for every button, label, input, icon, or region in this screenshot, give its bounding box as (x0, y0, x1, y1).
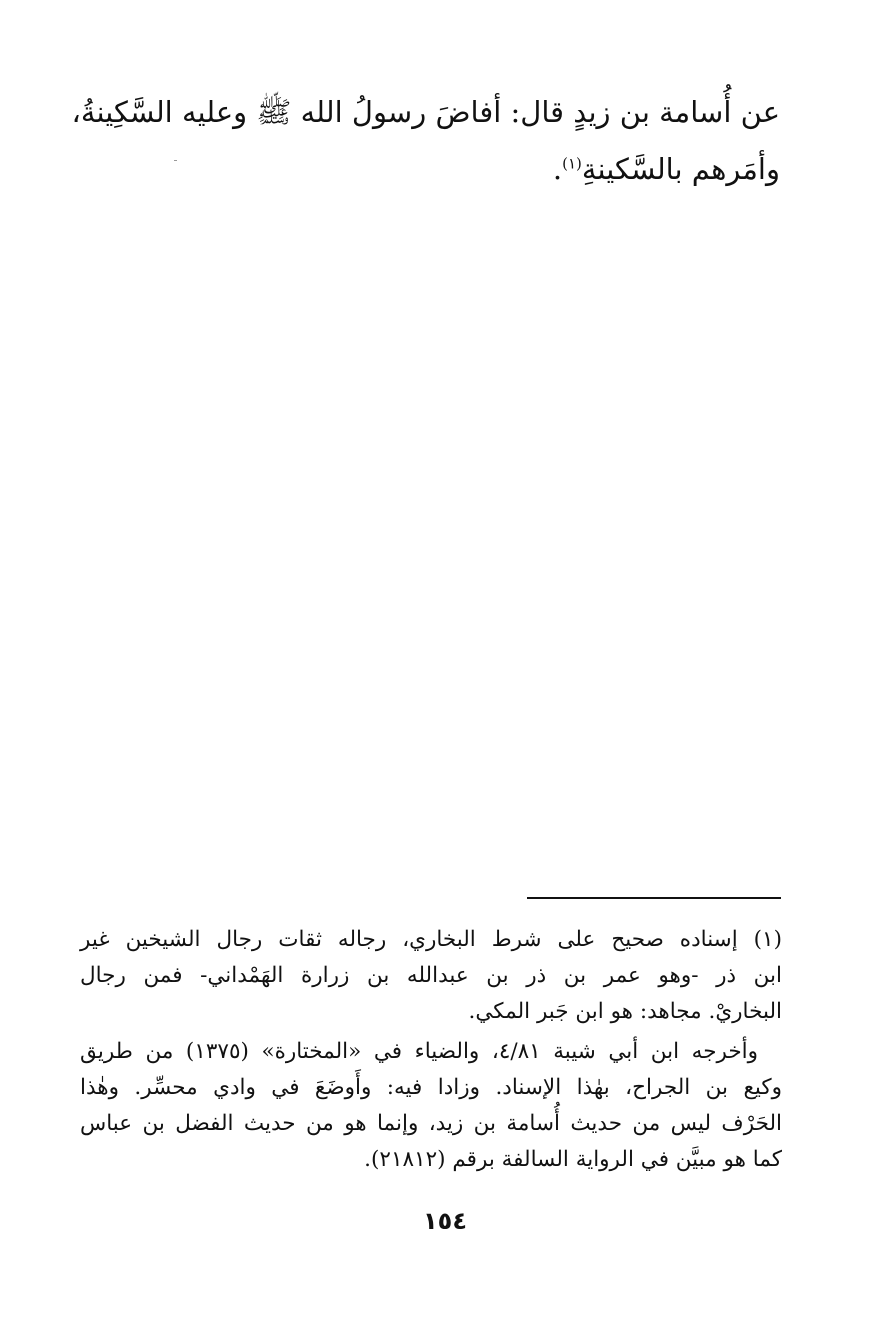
hadith-line-1: عن أُسامة بن زيدٍ قال: أفاضَ رسولُ الله ﷺ وعليه السَّكِينةُ، (71, 95, 780, 129)
hadith-line-2-text: وأمَرهم بالسَّكينةِ (581, 152, 780, 186)
footnote-line: البخاريْ. مجاهد: هو ابن جَبر المكي. (468, 999, 782, 1024)
scan-speck (174, 160, 177, 161)
footnote-line: وأخرجه ابن أبي شيبة ٤/٨١، والضياء في «المختارة» (١٣٧٥) من طريق (80, 1039, 758, 1064)
hadith-line-2-end: . (552, 152, 563, 186)
footnote-line: وكيع بن الجراح، بهٰذا الإسناد. وزادا فيه: وأَوضَعَ في وادي محسِّر. وهٰذا (80, 1075, 782, 1100)
footnote-reference[interactable]: (١) (562, 154, 582, 173)
page-number: ١٥٤ (423, 1207, 467, 1235)
footnote-line: كما هو مبيَّن في الرواية السالفة برقم (٢١٨١٢). (364, 1147, 782, 1172)
footnote-1-para-1 (80, 922, 782, 1030)
footnote-line: الحَرْف ليس من حديث أُسامة بن زيد، وإنما هو من حديث الفضل بن عباس (80, 1111, 782, 1136)
footnote-line: (١) إسناده صحيح على شرط البخاري، رجاله ثقات رجال الشيخين غير (80, 927, 782, 952)
footnote-1-para-2 (80, 1034, 782, 1178)
hadith-line-2 (80, 141, 780, 198)
hadith-text (71, 84, 780, 198)
footnote-line: ابن ذر -وهو عمر بن ذر بن عبدالله بن زرارة الهَمْداني- فمن رجال (80, 963, 782, 988)
footnote-separator (527, 897, 781, 899)
footnotes (80, 922, 782, 1182)
